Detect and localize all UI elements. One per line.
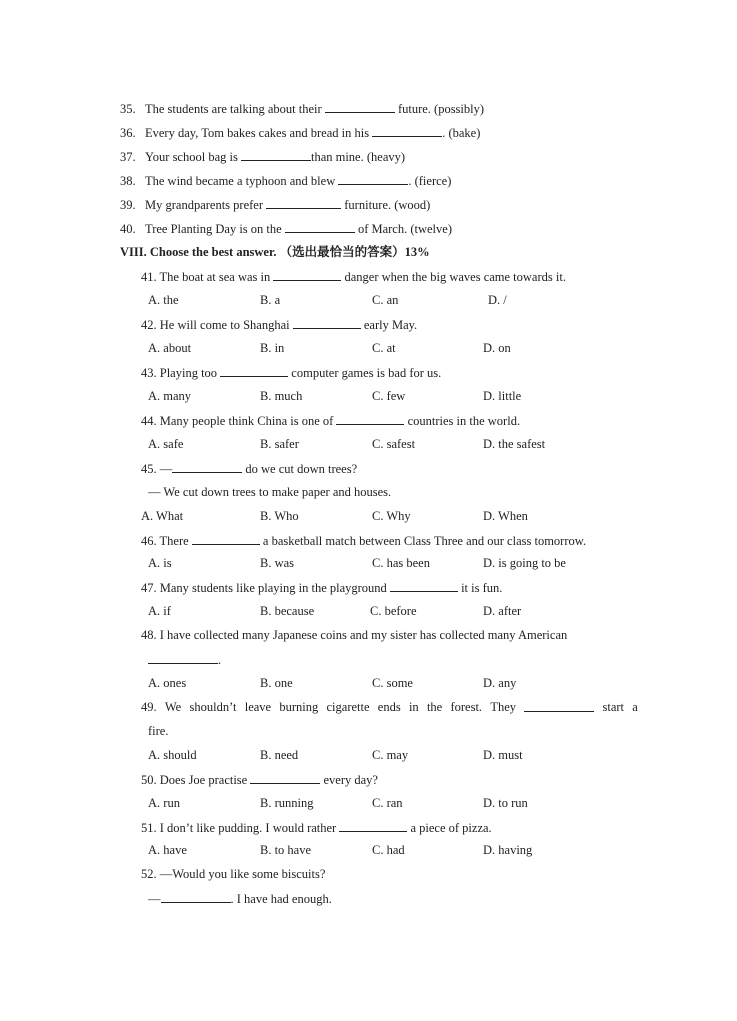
option-a[interactable]: A. is [148, 556, 172, 570]
option-a[interactable]: A. have [148, 843, 187, 857]
question-42: 42. He will come to Shanghai early May. [141, 318, 418, 332]
answer-blank[interactable] [250, 771, 320, 784]
answer-blank[interactable] [148, 651, 218, 664]
answer-blank[interactable] [338, 172, 408, 185]
question-35: 35. The students are talking about their future. (possibly) [120, 102, 485, 116]
option-c[interactable]: C. an [372, 293, 399, 307]
option-b[interactable]: B. in [260, 341, 285, 355]
answer-blank[interactable] [285, 220, 355, 233]
question-51: 51. I don’t like pudding. I would rather a piece of pizza. [141, 821, 492, 835]
question-46: 46. There a basketball match between Class Three and our class tomorrow. [141, 534, 587, 548]
option-a[interactable]: A. ones [148, 676, 187, 690]
question-49: 49. We shouldn’t leave burning cigarette ends in the forest. They start a [141, 700, 638, 714]
option-c[interactable]: C. has been [372, 556, 430, 570]
option-a[interactable]: A. What [141, 509, 184, 523]
option-d[interactable]: D. must [483, 748, 523, 762]
question-38: 38. The wind became a typhoon and blew . (fierce) [120, 174, 452, 188]
option-c[interactable]: C. ran [372, 796, 403, 810]
option-d[interactable]: D. having [483, 843, 533, 857]
option-b[interactable]: B. a [260, 293, 281, 307]
option-c[interactable]: C. safest [372, 437, 416, 451]
option-a[interactable]: A. many [148, 389, 192, 403]
option-a[interactable]: A. if [148, 604, 171, 618]
question-48: 48. I have collected many Japanese coins and my sister has collected many American [141, 628, 568, 642]
question-37: 37. Your school bag is than mine. (heavy) [120, 150, 406, 164]
question-44: 44. Many people think China is one of countries in the world. [141, 414, 521, 428]
answer-line: — . I have had enough. [148, 892, 332, 906]
option-a[interactable]: A. safe [148, 437, 184, 451]
option-d[interactable]: D. When [483, 509, 528, 523]
question-36: 36. Every day, Tom bakes cakes and bread in his . (bake) [120, 126, 481, 140]
option-d[interactable]: D. is going to be [483, 556, 566, 570]
question-50: 50. Does Joe practise every day? [141, 773, 378, 787]
option-b[interactable]: B. much [260, 389, 303, 403]
answer-blank[interactable] [172, 460, 242, 473]
option-d[interactable]: D. on [483, 341, 511, 355]
option-d[interactable]: D. after [483, 604, 522, 618]
option-a[interactable]: A. the [148, 293, 179, 307]
answer-blank[interactable] [266, 196, 341, 209]
question-43: 43. Playing too computer games is bad for us. [141, 366, 442, 380]
question-49-cont: fire. [148, 724, 169, 738]
option-b[interactable]: B. because [260, 604, 315, 618]
question-48-cont: . [148, 651, 221, 668]
question-40: 40. Tree Planting Day is on the of March. (twelve) [120, 222, 452, 236]
option-c[interactable]: C. some [372, 676, 413, 690]
question-39: 39. My grandparents prefer furniture. (wood) [120, 198, 431, 212]
option-d[interactable]: D. little [483, 389, 522, 403]
answer-blank[interactable] [293, 316, 361, 329]
question-41: 41. The boat at sea was in danger when the big waves came towards it. [141, 270, 566, 284]
option-b[interactable]: B. running [260, 796, 314, 810]
option-a[interactable]: A. run [148, 796, 180, 810]
answer-blank[interactable] [524, 699, 594, 712]
option-b[interactable]: B. need [260, 748, 299, 762]
question-52: 52. —Would you like some biscuits? [141, 867, 326, 881]
option-c[interactable]: C. few [372, 389, 406, 403]
section-title: VIII. Choose the best answer. （选出最恰当的答案）13% [120, 245, 430, 259]
answer-blank[interactable] [241, 148, 311, 161]
answer-blank[interactable] [336, 412, 404, 425]
option-c[interactable]: C. Why [372, 509, 411, 523]
option-c[interactable]: C. before [370, 604, 417, 618]
option-b[interactable]: B. Who [260, 509, 299, 523]
option-d[interactable]: D. / [488, 293, 507, 307]
question-47: 47. Many students like playing in the playground it is fun. [141, 581, 503, 595]
answer-line: — We cut down trees to make paper and houses. [148, 485, 392, 499]
option-b[interactable]: B. one [260, 676, 293, 690]
option-a[interactable]: A. should [148, 748, 197, 762]
option-b[interactable]: B. safer [260, 437, 299, 451]
option-b[interactable]: B. to have [260, 843, 312, 857]
answer-blank[interactable] [325, 100, 395, 113]
answer-blank[interactable] [220, 364, 288, 377]
option-b[interactable]: B. was [260, 556, 295, 570]
option-d[interactable]: D. any [483, 676, 517, 690]
question-45: 45. — do we cut down trees? [141, 462, 358, 476]
option-d[interactable]: D. the safest [483, 437, 546, 451]
answer-blank[interactable] [192, 532, 260, 545]
answer-blank[interactable] [273, 268, 341, 281]
option-d[interactable]: D. to run [483, 796, 528, 810]
option-a[interactable]: A. about [148, 341, 192, 355]
option-c[interactable]: C. had [372, 843, 405, 857]
answer-blank[interactable] [372, 124, 442, 137]
answer-blank[interactable] [161, 890, 231, 903]
answer-blank[interactable] [339, 819, 407, 832]
option-c[interactable]: C. may [372, 748, 409, 762]
answer-blank[interactable] [390, 579, 458, 592]
option-c[interactable]: C. at [372, 341, 396, 355]
